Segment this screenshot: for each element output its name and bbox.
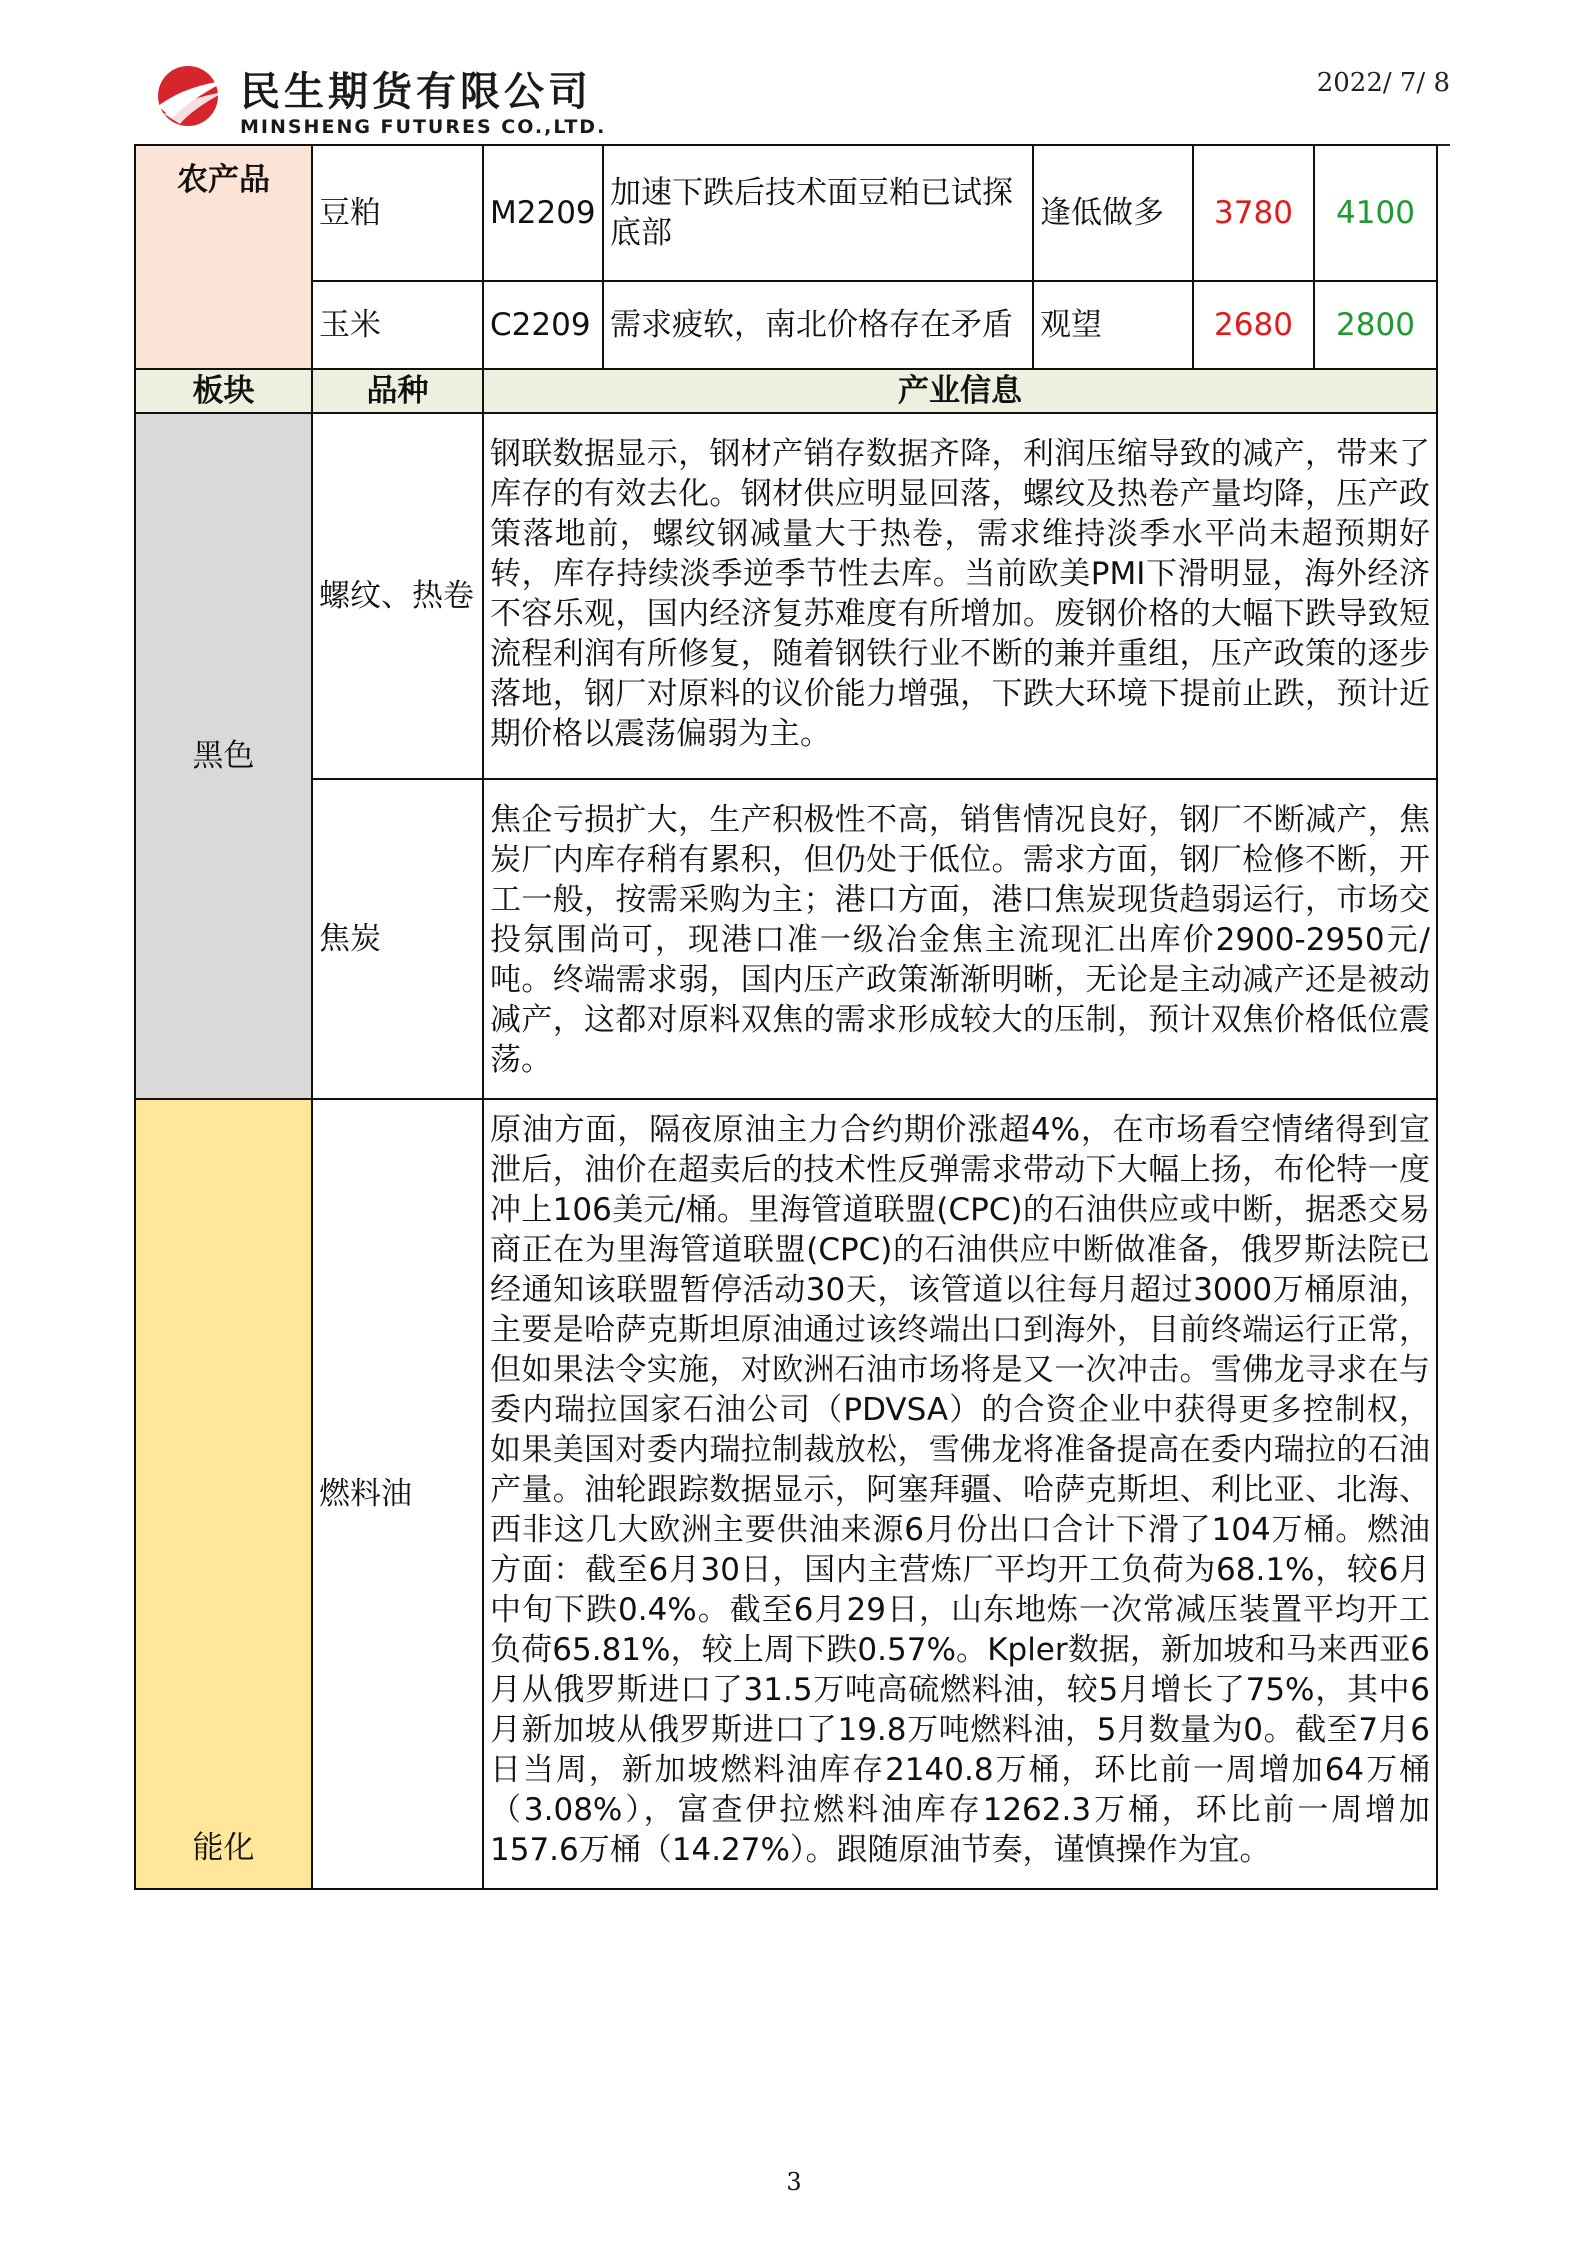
variety-fueloil: 燃料油 <box>312 1099 483 1889</box>
minsheng-logo-icon <box>150 60 230 130</box>
info-coke: 焦企亏损扩大，生产积极性不高，销售情况良好，钢厂不断减产，焦炭厂内库存稍有累积，但仍处于低位。需求方面，钢厂检修不断，开工一般，按需采购为主；港口方面，港口焦炭现货趋弱运行，市场交投氛围尚可，现港口准一级冶金焦主流现汇出库价2900-2950元/吨。终端需求弱，国内压产政策渐渐明晰，无论是主动减产还是被动减产，这都对原料双焦的需求形成较大的压制，预计双焦价格低位震荡。 <box>483 779 1437 1099</box>
market-table <box>134 144 1438 1890</box>
strategy-meal: 逢低做多 <box>1033 145 1193 281</box>
contract-meal: M2209 <box>483 145 603 281</box>
table-header-row <box>135 369 1437 413</box>
high-meal: 4100 <box>1314 145 1437 281</box>
sector-black: 黑色 <box>135 413 312 1099</box>
low-corn: 2680 <box>1193 281 1314 369</box>
info-fueloil: 原油方面，隔夜原油主力合约期价涨超4%，在市场看空情绪得到宣泄后，油价在超卖后的技术性反弹需求带动下大幅上扬，布伦特一度冲上106美元/桶。里海管道联盟(CPC)的石油供应或中断，据悉交易商正在为里海管道联盟(CPC)的石油供应中断做准备，俄罗斯法院已经通知该联盟暂停活动30天，该管道以往每月超过3000万桶原油，主要是哈萨克斯坦原油通过该终端出口到海外，目前终端运行正常，但如果法令实施，对欧洲石油市场将是又一次冲击。雪佛龙寻求在与委内瑞拉国家石油公司（PDVSA）的合资企业中获得更多控制权，如果美国对委内瑞拉制裁放松，雪佛龙将准备提高在委内瑞拉的石油产量。油轮跟踪数据显示，阿塞拜疆、哈萨克斯坦、利比亚、北海、西非这几大欧洲主要供油来源6月份出口合计下滑了104万桶。燃油方面：截至6月30日，国内主营炼厂平均开工负荷为68.1%，较6月中旬下跌0.4%。截至6月29日，山东地炼一次常减压装置平均开工负荷65.81%，较上周下跌0.57%。Kpler数据，新加坡和马来西亚6月从俄罗斯进口了31.5万吨高硫燃料油，较5月增长了75%，其中6月新加坡从俄罗斯进口了19.8万吨燃料油，5月数量为0。截至7月6日当周，新加坡燃料油库存2140.8万桶，环比前一周增加64万桶（3.08%），富查伊拉燃料油库存1262.3万桶，环比前一周增加157.6万桶（14.27%）。跟随原油节奏，谨慎操作为宜。 <box>483 1099 1437 1889</box>
sector-ag: 农产品 <box>135 145 312 369</box>
header-info: 产业信息 <box>483 369 1437 413</box>
contract-corn: C2209 <box>483 281 603 369</box>
view-corn: 需求疲软，南北价格存在矛盾 <box>603 281 1033 369</box>
variety-meal: 豆粕 <box>312 145 483 281</box>
info-rebar: 钢联数据显示，钢材产销存数据齐降，利润压缩导致的减产，带来了库存的有效去化。钢材供应明显回落，螺纹及热卷产量均降，压产政策落地前，螺纹钢减量大于热卷，需求维持淡季水平尚未超预期好转，库存持续淡季逆季节性去库。当前欧美PMI下滑明显，海外经济不容乐观，国内经济复苏难度有所增加。废钢价格的大幅下跌导致短流程利润有所修复，随着钢铁行业不断的兼并重组，压产政策的逐步落地，钢厂对原料的议价能力增强，下跌大环境下提前止跌，预计近期价格以震荡偏弱为主。 <box>483 413 1437 779</box>
variety-rebar: 螺纹、热卷 <box>312 413 483 779</box>
page-header <box>150 60 1450 145</box>
sector-energy: 能化 <box>135 1099 312 1889</box>
header-variety: 品种 <box>312 369 483 413</box>
strategy-corn: 观望 <box>1033 281 1193 369</box>
black-row-coke <box>135 779 1437 1099</box>
variety-corn: 玉米 <box>312 281 483 369</box>
view-meal: 加速下跌后技术面豆粕已试探底部 <box>603 145 1033 281</box>
page-number: 3 <box>786 2168 802 2196</box>
low-meal: 3780 <box>1193 145 1314 281</box>
ag-row-corn <box>135 281 1437 369</box>
company-name-en: MINSHENG FUTURES CO.,LTD. <box>240 116 607 138</box>
high-corn: 2800 <box>1314 281 1437 369</box>
ag-row-meal <box>135 145 1437 281</box>
report-date: 2022/ 7/ 8 <box>1316 68 1450 98</box>
energy-row-fueloil <box>135 1099 1437 1889</box>
variety-coke: 焦炭 <box>312 779 483 1099</box>
header-sector: 板块 <box>135 369 312 413</box>
company-name-cn: 民生期货有限公司 <box>240 69 592 115</box>
black-row-rebar <box>135 413 1437 779</box>
